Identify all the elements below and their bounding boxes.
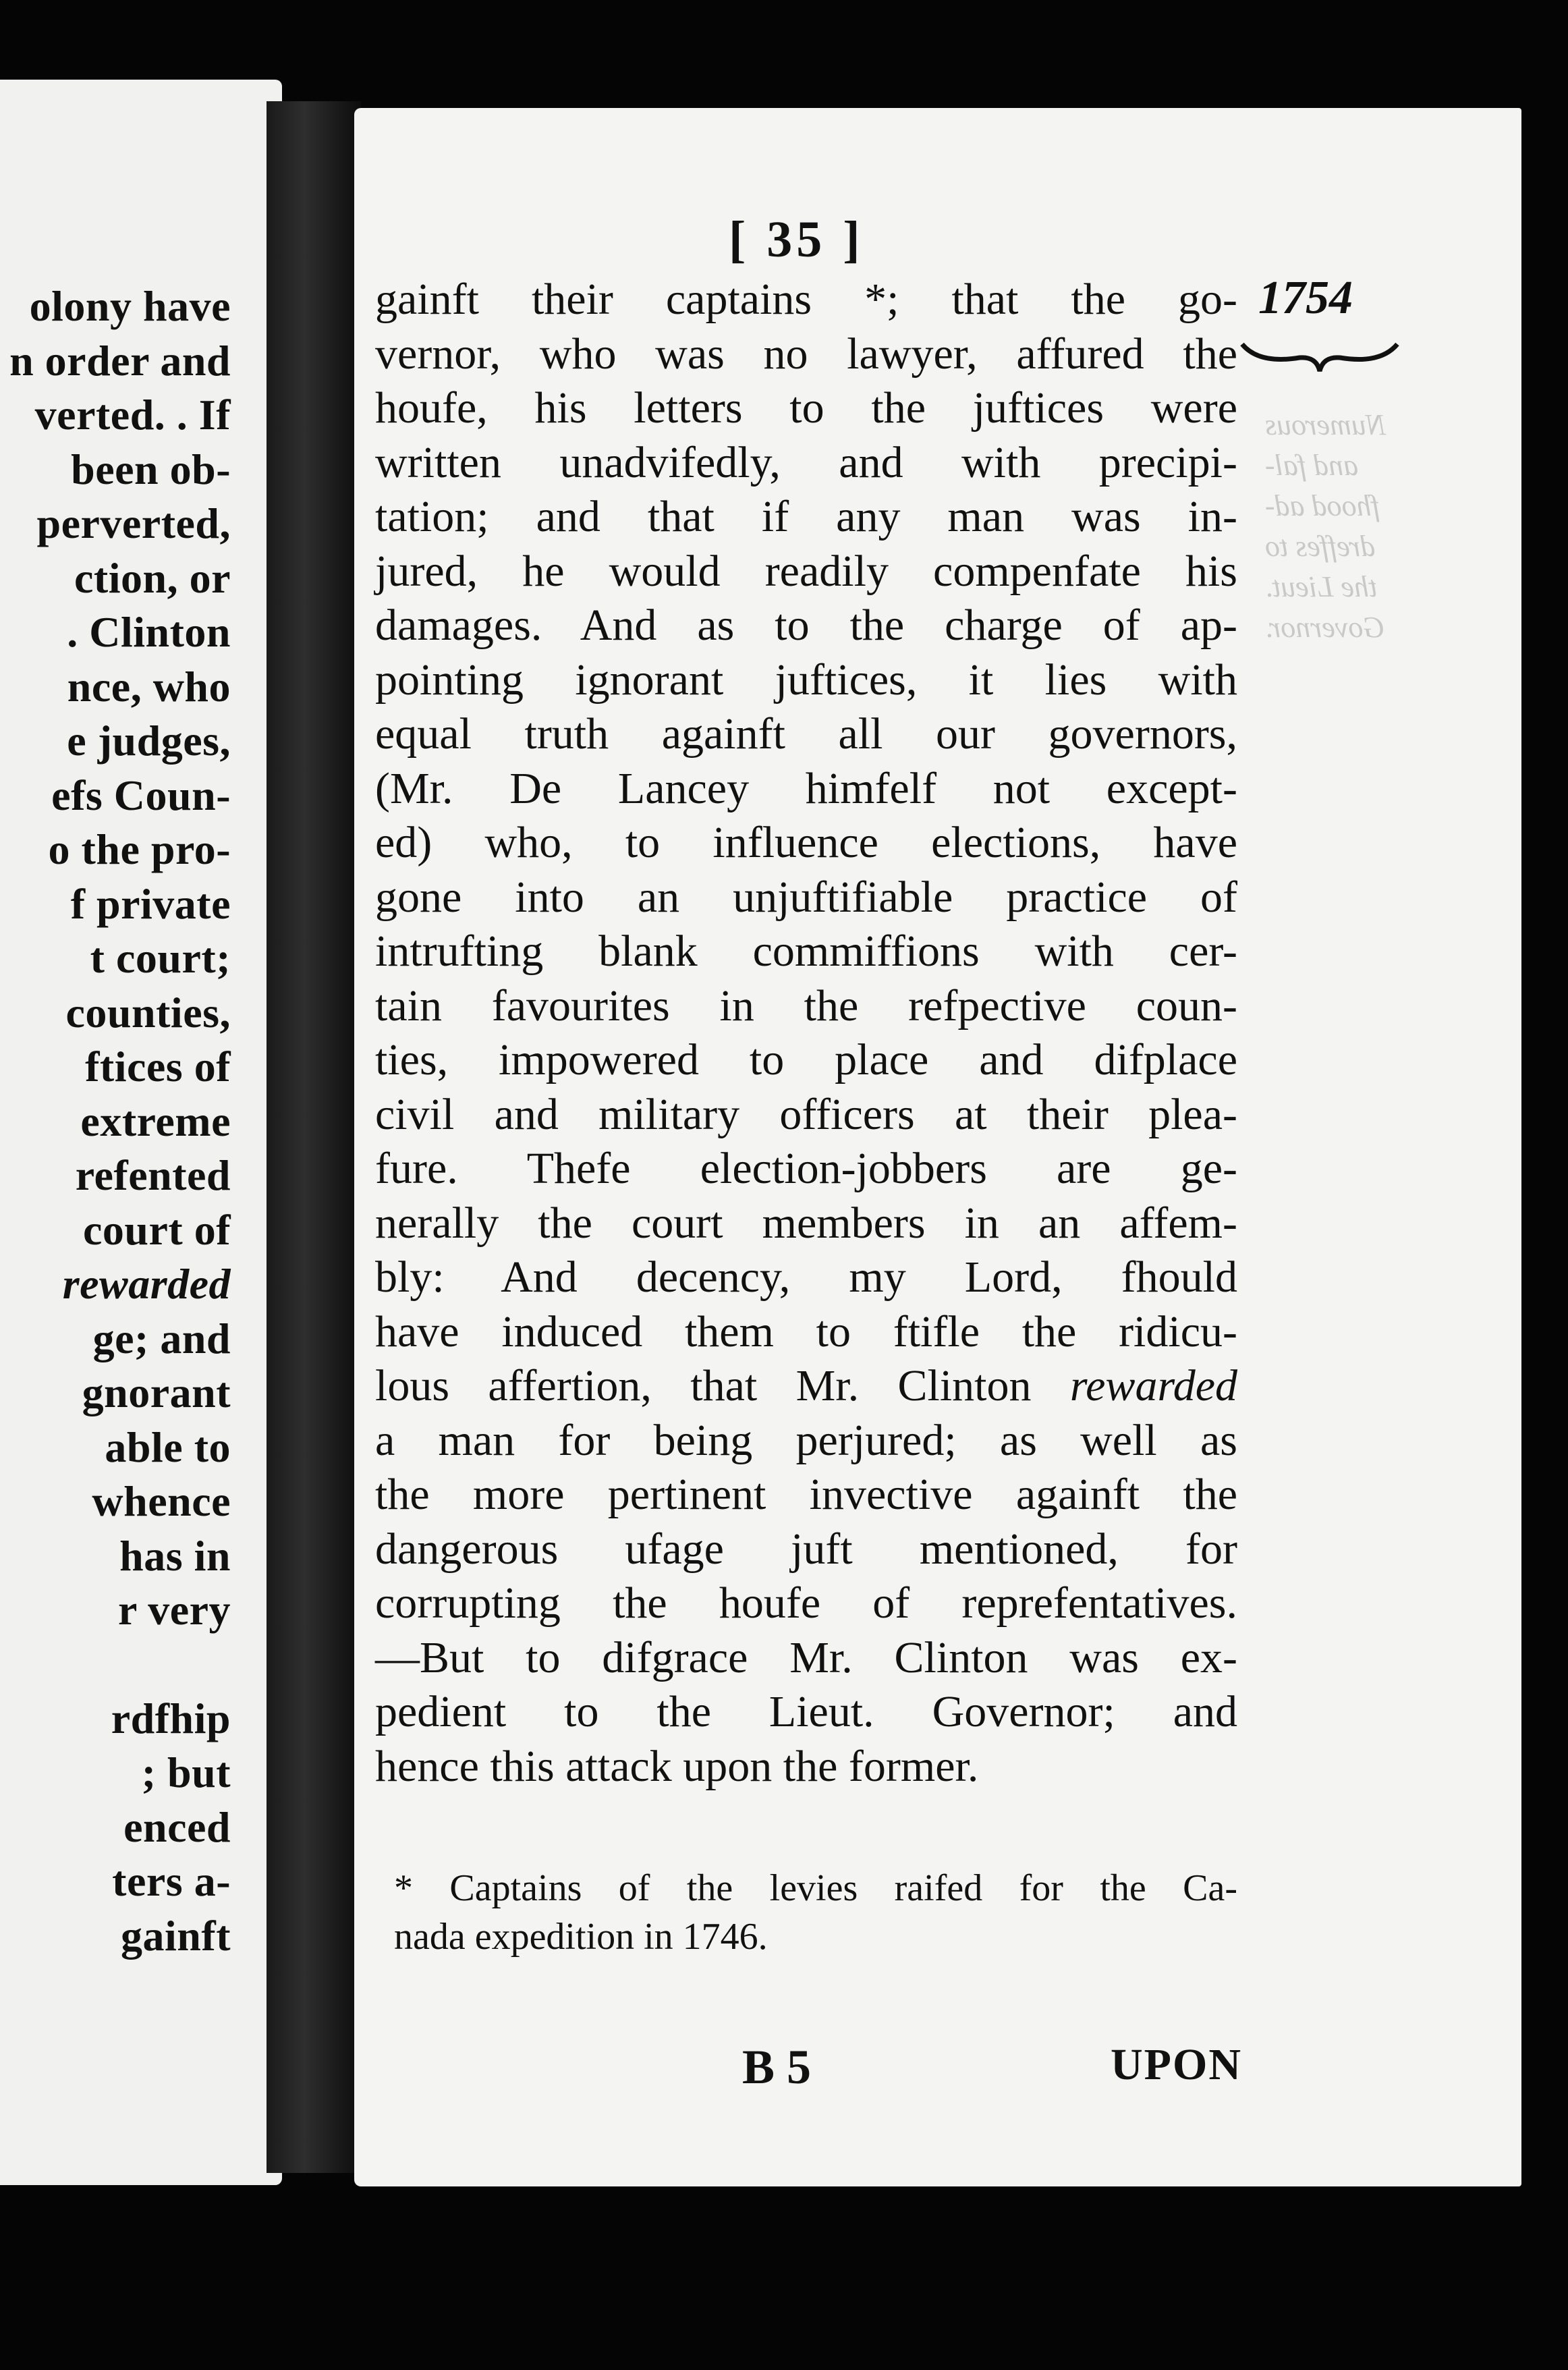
text-line: damages. And as to the charge of ap- bbox=[375, 601, 1237, 650]
left-page-line: gnorant bbox=[82, 1369, 231, 1416]
left-page-line: counties, bbox=[65, 988, 231, 1037]
text-line: tation; and that if any man was in- bbox=[375, 492, 1237, 541]
show-through-text: Numerous and fal- fhood ad- dreffes to the Lieut. Governor. bbox=[1265, 408, 1387, 644]
text-line: ed) who, to influence elections, have bbox=[375, 818, 1237, 867]
left-page-line: enced bbox=[123, 1802, 231, 1851]
text-line: (Mr. De Lancey himfelf not except- bbox=[375, 763, 1237, 813]
left-page-line: court of bbox=[82, 1205, 231, 1254]
left-page-line: efs Coun- bbox=[51, 771, 231, 819]
text-line: hence this attack upon the former. bbox=[375, 1741, 979, 1791]
text-line: houfe, his letters to the juftices were bbox=[375, 383, 1237, 433]
left-page-line: n order and bbox=[9, 336, 231, 385]
text-line: nerally the court members in an affem- bbox=[375, 1198, 1237, 1248]
left-page-line: verted. . If bbox=[34, 391, 231, 439]
left-page bbox=[0, 80, 282, 2185]
left-page-line: olony have bbox=[29, 282, 231, 330]
text-line: jured, he would readily compenfate his bbox=[375, 546, 1237, 596]
footnote bbox=[394, 1864, 1237, 1961]
left-page-line: t court; bbox=[90, 934, 231, 982]
left-page-line: f private bbox=[70, 879, 231, 928]
text-line: intrufting blank commiffions with cer- bbox=[375, 927, 1237, 976]
left-page-line: ters a- bbox=[112, 1857, 231, 1905]
text-line: civil and military officers at their plea- bbox=[375, 1089, 1237, 1139]
margin-year: 1754 bbox=[1258, 272, 1353, 324]
text-line-segment: lous affertion, that Mr. Clinton bbox=[375, 1361, 1070, 1410]
text-line: gainft their captains *; that the go- bbox=[375, 275, 1237, 324]
left-page-text bbox=[0, 279, 231, 1963]
left-page-line: ftices of bbox=[85, 1043, 231, 1091]
left-page-line: been ob- bbox=[71, 445, 231, 493]
text-line: dangerous ufage juft mentioned, for bbox=[375, 1524, 1237, 1574]
left-page-line: rdfhip bbox=[111, 1694, 231, 1742]
text-line: written unadvifedly, and with precipi- bbox=[375, 437, 1237, 487]
text-line: bly: And decency, my Lord, fhould bbox=[375, 1252, 1237, 1302]
body-text bbox=[375, 273, 1237, 1794]
book-gutter bbox=[267, 101, 361, 2173]
text-line: the more pertinent invective againft the bbox=[375, 1470, 1237, 1519]
text-line: fure. Thefe election-jobbers are ge- bbox=[375, 1144, 1237, 1193]
signature-mark: B 5 bbox=[742, 2040, 812, 2094]
page-number-header: [ 35 ] bbox=[729, 211, 864, 268]
left-page-line: able to bbox=[105, 1423, 231, 1471]
left-page-line bbox=[0, 1638, 231, 1692]
left-page-line: o the pro- bbox=[48, 825, 231, 873]
footnote-line: nada expedition in 1746. bbox=[394, 1916, 768, 1958]
text-line: a man for being perjured; as well as bbox=[375, 1415, 1237, 1465]
italic-word: rewarded bbox=[1069, 1361, 1237, 1410]
text-line: tain favourites in the refpective coun- bbox=[375, 981, 1237, 1030]
text-line: have induced them to ftifle the ridicu- bbox=[375, 1306, 1237, 1356]
left-page-line: gainft bbox=[121, 1911, 231, 1960]
catchword: UPON bbox=[1111, 2040, 1242, 2089]
left-page-line: whence bbox=[92, 1477, 231, 1525]
left-page-line: e judges, bbox=[67, 717, 231, 765]
text-line: equal truth againft all our governors, bbox=[375, 709, 1237, 759]
left-page-line: r very bbox=[117, 1586, 231, 1634]
text-line: corrupting the houfe of reprefentatives. bbox=[375, 1578, 1237, 1628]
left-page-line: refented bbox=[75, 1151, 231, 1199]
left-page-line: ge; and bbox=[92, 1314, 231, 1362]
left-page-line: rewarded bbox=[62, 1260, 231, 1308]
left-page-line: nce, who bbox=[67, 662, 231, 711]
left-page-line: ; but bbox=[141, 1748, 231, 1796]
text-line: ties, impowered to place and difplace bbox=[375, 1035, 1237, 1084]
left-page-line: . Clinton bbox=[67, 608, 231, 656]
text-line: pointing ignorant juftices, it lies with bbox=[375, 655, 1237, 705]
text-line bbox=[375, 1359, 1237, 1414]
text-line: gone into an unjuftifiable practice of bbox=[375, 872, 1237, 922]
left-page-line: has in bbox=[119, 1531, 231, 1580]
text-line: vernor, who was no lawyer, affured the bbox=[375, 329, 1237, 379]
margin-brace-icon bbox=[1239, 337, 1401, 378]
text-line: —But to difgrace Mr. Clinton was ex- bbox=[375, 1632, 1237, 1682]
left-page-line: perverted, bbox=[36, 499, 231, 547]
left-page-line: ction, or bbox=[74, 553, 231, 602]
footnote-line: * Captains of the levies raifed for the Ca- bbox=[394, 1867, 1237, 1909]
left-page-line: extreme bbox=[80, 1097, 231, 1145]
text-line: pedient to the Lieut. Governor; and bbox=[375, 1687, 1237, 1736]
